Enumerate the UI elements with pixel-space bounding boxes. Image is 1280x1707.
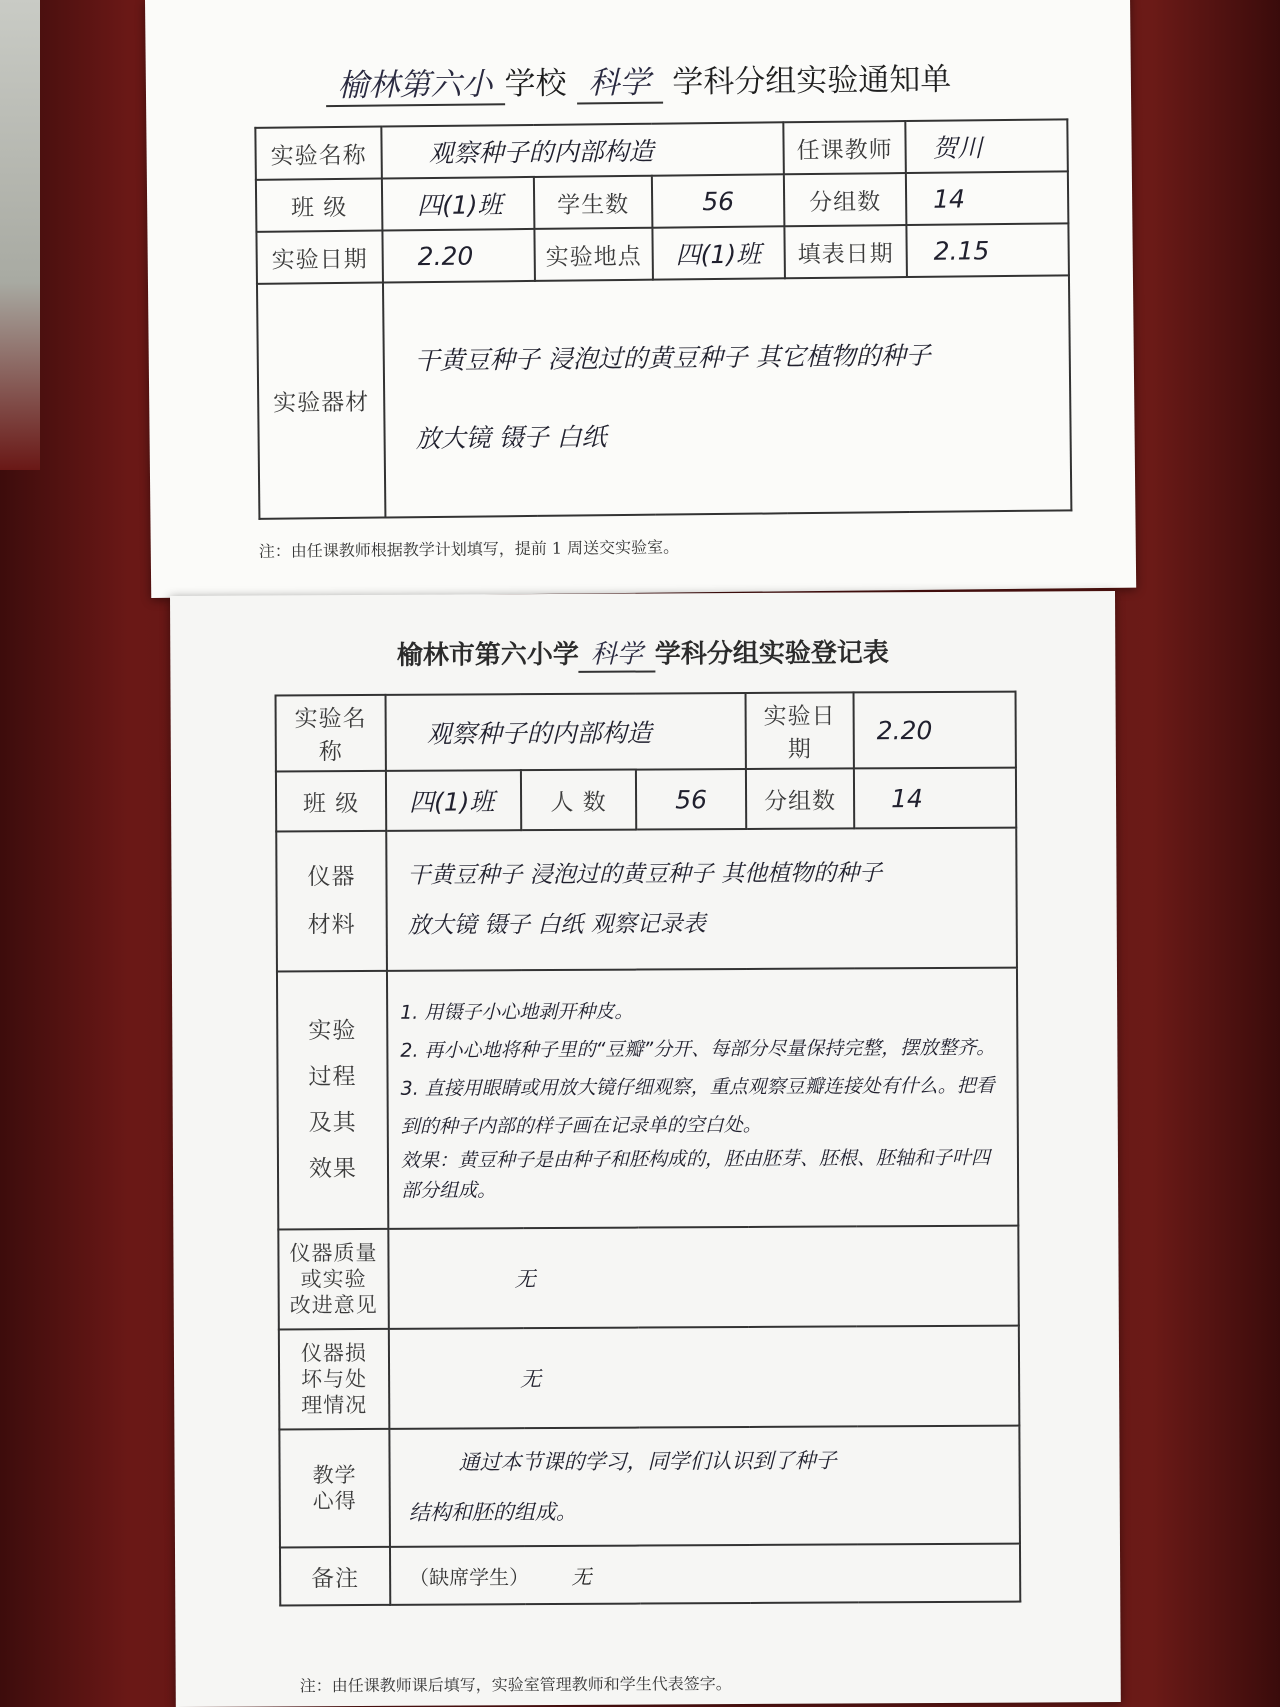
reg-process-effect: 效果：黄豆种子是由种子和胚构成的，胚由胚芽、胚根、胚轴和子叶四部分组成。 bbox=[400, 1146, 991, 1202]
reg-equipment-line-2: 放大镜 镊子 白纸 观察记录表 bbox=[407, 911, 706, 939]
reg-exp-date: 2.20 bbox=[854, 692, 1016, 769]
background-wall bbox=[0, 0, 40, 470]
reg-equipment bbox=[386, 828, 1017, 971]
label-class: 班 级 bbox=[256, 179, 383, 232]
reg-exp-name: 观察种子的内部构造 bbox=[386, 693, 746, 771]
reg-process-step-2: 2. 再小心地将种子里的“豆瓣”分开、每部分尽量保持完整，摆放整齐。 bbox=[400, 1036, 996, 1062]
label-fill-date: 填表日期 bbox=[784, 225, 907, 278]
reg-label-process-3: 及其 bbox=[308, 1110, 357, 1137]
reg-label-equipment bbox=[276, 831, 387, 972]
notice-title-end: 学科分组实验通知单 bbox=[672, 61, 952, 101]
reg-equipment-line-1: 干黄豆种子 浸泡过的黄豆种子 其他植物的种子 bbox=[407, 860, 883, 889]
register-title-end: 学科分组实验登记表 bbox=[654, 638, 889, 670]
reg-label-reflection bbox=[279, 1429, 390, 1548]
teacher: 贺川 bbox=[905, 119, 1068, 173]
notice-sheet bbox=[145, 0, 1136, 598]
reg-label-process-2: 过程 bbox=[308, 1064, 357, 1091]
students: 56 bbox=[652, 174, 785, 227]
reg-absent: 无 bbox=[571, 1564, 592, 1589]
reg-label-equipment-1: 仪器 bbox=[307, 864, 356, 891]
register-subject-fill: 科学 bbox=[579, 633, 655, 672]
reg-process-step-3: 3. 直接用眼睛或用放大镜仔细观察，重点观察豆瓣连接处有什么。把看到的种子内部的样子画在记录单的空白处。 bbox=[400, 1074, 995, 1138]
reg-label-exp-date: 实验日期 bbox=[746, 692, 854, 769]
label-exp-name: 实验名称 bbox=[255, 127, 382, 180]
reg-label-process bbox=[277, 971, 388, 1230]
reg-reflection-line-1: 通过本节课的学习，同学们认识到了种子 bbox=[458, 1448, 837, 1475]
notice-equipment bbox=[383, 275, 1071, 517]
exp-date: 2.20 bbox=[382, 229, 535, 283]
notice-title bbox=[146, 52, 1131, 109]
groups: 14 bbox=[906, 171, 1069, 225]
label-teacher: 任课教师 bbox=[783, 121, 906, 174]
reg-label-damage-1: 仪器损 bbox=[300, 1340, 368, 1365]
reg-process bbox=[387, 968, 1018, 1229]
reg-label-quality-2: 或实验 bbox=[300, 1266, 367, 1292]
equipment-line-2: 放大镜 镊子 白纸 bbox=[415, 421, 607, 453]
reg-remark bbox=[390, 1544, 1020, 1605]
reg-label-reflection-2: 心得 bbox=[312, 1489, 357, 1514]
label-equipment: 实验器材 bbox=[257, 283, 385, 519]
reg-reflection-line-2: 结构和胚的组成。 bbox=[408, 1499, 577, 1525]
reg-damage: 无 bbox=[389, 1326, 1020, 1429]
label-exp-date: 实验日期 bbox=[256, 231, 383, 284]
reg-reflection bbox=[389, 1426, 1020, 1547]
reg-label-damage-2: 坏与处 bbox=[301, 1366, 368, 1392]
reg-label-groups: 分组数 bbox=[746, 768, 854, 829]
reg-label-quality bbox=[278, 1229, 389, 1330]
label-students: 学生数 bbox=[534, 176, 653, 229]
register-title bbox=[170, 631, 1115, 675]
fill-date: 2.15 bbox=[906, 223, 1069, 277]
reg-label-process-1: 实验 bbox=[308, 1018, 357, 1045]
reg-label-quality-3: 改进意见 bbox=[289, 1293, 378, 1318]
register-title-start: 榆林市第六小学 bbox=[396, 639, 579, 671]
reg-label-remark: 备注 bbox=[280, 1547, 390, 1606]
equipment-line-1: 干黄豆种子 浸泡过的黄豆种子 其它植物的种子 bbox=[414, 340, 931, 375]
reg-count: 56 bbox=[636, 769, 746, 830]
notice-subject-fill: 科学 bbox=[576, 57, 662, 105]
label-groups: 分组数 bbox=[784, 173, 907, 226]
notice-footnote: 注：由任课教师根据教学计划填写，提前 1 周送交实验室。 bbox=[258, 537, 680, 561]
location: 四(1)班 bbox=[652, 226, 785, 279]
exp-name: 观察种子的内部构造 bbox=[381, 122, 784, 178]
register-sheet bbox=[170, 591, 1121, 1707]
label-location: 实验地点 bbox=[534, 228, 653, 281]
reg-absent-label: （缺席学生） bbox=[409, 1564, 530, 1590]
reg-label-damage-3: 理情况 bbox=[301, 1393, 368, 1418]
class: 四(1)班 bbox=[382, 177, 535, 231]
register-footnote: 注：由任课教师课后填写，实验室管理教师和学生代表签字。 bbox=[299, 1674, 732, 1696]
reg-process-step-1: 1. 用镊子小心地剥开种皮。 bbox=[400, 1000, 634, 1024]
notice-table bbox=[254, 118, 1072, 520]
reg-class: 四(1)班 bbox=[386, 770, 521, 831]
reg-label-process-4: 效果 bbox=[308, 1156, 358, 1183]
reg-label-equipment-2: 材料 bbox=[307, 912, 356, 939]
reg-label-reflection-1: 教学 bbox=[312, 1462, 357, 1488]
reg-label-damage bbox=[279, 1329, 390, 1430]
notice-title-mid: 学校 bbox=[504, 65, 567, 103]
reg-quality: 无 bbox=[388, 1226, 1019, 1329]
reg-label-count: 人 数 bbox=[521, 770, 636, 831]
reg-groups: 14 bbox=[854, 768, 1016, 829]
reg-label-exp-name: 实验名称 bbox=[276, 695, 386, 772]
notice-school-fill: 榆林第六小 bbox=[325, 58, 504, 107]
reg-label-class: 班 级 bbox=[276, 771, 386, 832]
reg-label-quality-1: 仪器质量 bbox=[289, 1240, 378, 1266]
register-table bbox=[275, 691, 1022, 1607]
